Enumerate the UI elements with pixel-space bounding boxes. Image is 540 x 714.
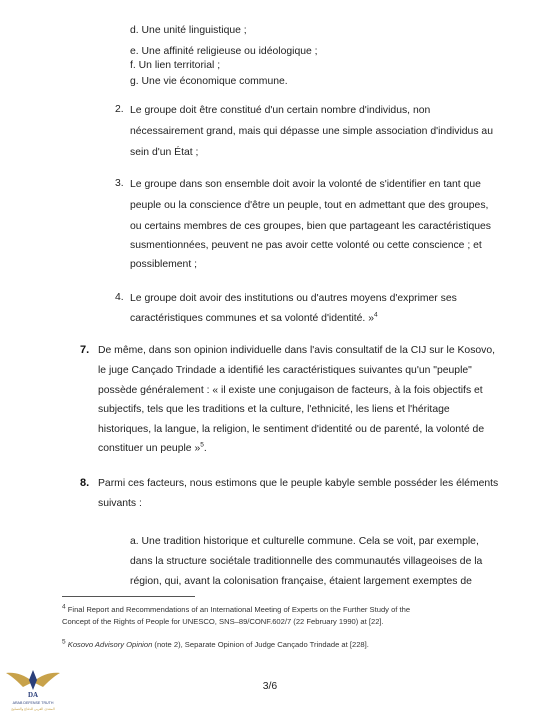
list-item-f: f. Un lien territorial ; — [130, 60, 221, 71]
footnote-4-line: Final Report and Recommendations of an International Meeting of Experts on the Further Study of the — [67, 605, 411, 614]
wing-left-icon — [6, 673, 33, 687]
para2-number: 2. — [115, 104, 124, 115]
para7-line: historiques, la langue, la religion, le sentiment d'identité ou de parenté, la volonté de — [98, 424, 485, 435]
para8-line: suivants : — [98, 498, 142, 509]
para3-line: peuple ou la conscience d'être un peuple, tout en admettant que des groupes, — [130, 200, 489, 211]
list-item-d: d. Une unité linguistique ; — [130, 25, 247, 36]
watermark-logo — [4, 660, 62, 712]
para4-number: 4. — [115, 292, 124, 303]
wing-right-icon — [33, 673, 60, 687]
page-number: 3/6 — [262, 681, 278, 692]
footnote-separator — [62, 596, 195, 597]
footnote-4-line: Concept of the Rights of People for UNESCO, SNS–89/CONF.602/7 (22 February 1990) at [22]. — [62, 617, 384, 626]
para7-line: le juge Cançado Trindade a identifié les caractéristiques suivantes qu'un "peuple" — [98, 365, 472, 376]
para4-line — [130, 312, 378, 325]
footnote-5 — [62, 640, 369, 650]
footnote-5-title: Kosovo Advisory Opinion — [67, 640, 153, 649]
para7-line: possède généralement : « il existe une conjugaison de facteurs, à la fois objectifs et — [98, 385, 483, 396]
para3-line: ou certains membres de ces groupes, bien que partageant les caractéristiques — [130, 221, 491, 232]
para7-line: De même, dans son opinion individuelle dans l'avis consultatif de la CIJ sur le Kosovo, — [98, 345, 496, 356]
footnote-ref-5[interactable]: 5 — [200, 441, 204, 449]
para4-line: Le groupe doit avoir des institutions ou d'autres moyens d'exprimer ses — [130, 293, 457, 304]
watermark-line2: المنتدى العربي للدفاع والتسليح — [11, 707, 55, 711]
para2-line: sein d'un État ; — [130, 147, 199, 158]
footnote-4 — [62, 605, 410, 615]
footnote-ref-4[interactable]: 4 — [373, 311, 378, 319]
footnote-5-text: (note 2), Separate Opinion of Judge Cançado Trindade at [228]. — [152, 640, 369, 649]
para3-line: possiblement ; — [130, 259, 197, 270]
watermark-mark: DA — [27, 691, 39, 699]
para8-line: Parmi ces facteurs, nous estimons que le peuple kabyle semble posséder les éléments — [98, 478, 499, 489]
para8a-line: région, qui, avant la colonisation française, étaient largement exemptes de — [130, 576, 472, 587]
watermark-line1: ARAB DEFENSE TRUTH — [12, 701, 54, 705]
para3-line: susmentionnées, peuvent ne pas avoir cette volonté ou cette conscience ; et — [130, 240, 482, 251]
list-item-e: e. Une affinité religieuse ou idéologique ; — [130, 46, 318, 57]
para7-tail: . — [203, 443, 207, 454]
para8a-line: a. Une tradition historique et culturelle commune. Cela se voit, par exemple, — [130, 536, 479, 547]
para8-number: 8. — [80, 477, 90, 489]
para4-text: caractéristiques communes et sa volonté d'identité. » — [130, 313, 374, 324]
para8a-line: dans la structure sociétale traditionnelle des communautés villageoises de la — [130, 556, 483, 567]
footnote-4-mark: 4 — [62, 603, 66, 611]
para7-number: 7. — [80, 344, 90, 356]
para2-line: nécessairement grand, mais qui dépasse une simple association d'individus au — [130, 126, 493, 137]
para7-line — [98, 442, 207, 455]
para2-line: Le groupe doit être constitué d'un certain nombre d'individus, non — [130, 105, 431, 116]
para7-line: subjectifs, tels que les traditions et la culture, l'ethnicité, les liens et l'héritage — [98, 404, 450, 415]
para3-line: Le groupe dans son ensemble doit avoir la volonté de s'identifier en tant que — [130, 179, 481, 190]
para7-text: constituer un peuple » — [98, 443, 201, 454]
para3-number: 3. — [115, 178, 124, 189]
footnote-5-mark: 5 — [62, 638, 66, 646]
list-item-g: g. Une vie économique commune. — [130, 76, 288, 87]
